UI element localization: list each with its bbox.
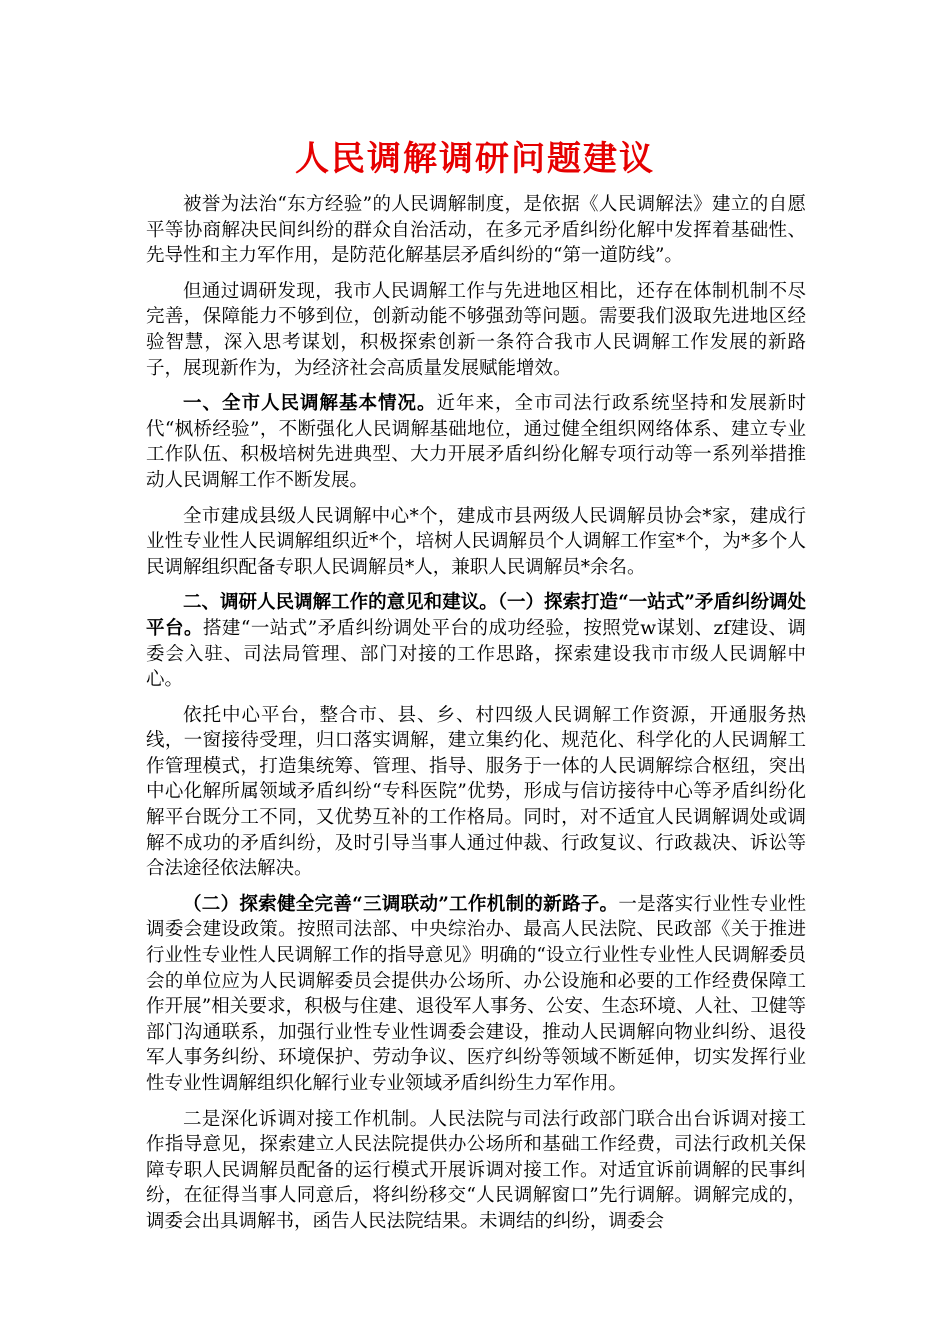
- paragraph: [146, 1107, 806, 1235]
- paragraph-text: 二是深化诉调对接工作机制。人民法院与司法行政部门联合出台诉调对接工作指导意见，探索建立人民法院提供办公场所和基础工作经费，司法行政机关保障专职人民调解员配备的运行模式开展诉调对接工作。对适宜诉前调解的民事纠纷，在征得当事人同意后，将纠纷移交“人民调解窗口”先行调解。调解完成的，调委会出具调解书，函告人民法院结果。未调结的纠纷，调委会: [146, 1108, 806, 1232]
- paragraph: [146, 703, 806, 882]
- paragraph: [146, 192, 806, 269]
- paragraph-text: 近年来，全市司法行政系统坚持和发展新时代“枫桥经验”，不断强化人民调解基础地位，通过健全组织网络体系、建立专业工作队伍、积极培树先进典型、大力开展矛盾纠纷化解专项行动等一系列举措推动人民调解工作不断发展。: [146, 393, 806, 491]
- paragraph: [146, 892, 806, 1097]
- paragraph-text: 全市建成县级人民调解中心*个，建成市县两级人民调解员协会*家，建成行业性专业性人民调解组织近*个，培树人民调解员个人调解工作室*个，为*多个人民调解组织配备专职人民调解员*人，兼职人民调解员*余名。: [146, 505, 806, 578]
- paragraph: [146, 590, 806, 692]
- paragraph-text: 但通过调研发现，我市人民调解工作与先进地区相比，还存在体制机制不尽完善，保障能力不够到位，创新动能不够强劲等问题。需要我们汲取先进地区经验智慧，深入思考谋划，积极探索创新一条符合我市人民调解工作发展的新路子，展现新作为，为经济社会高质量发展赋能增效。: [146, 280, 806, 379]
- section-heading: 二、调研人民调解工作的意见和建议。（一）探索打造“一站式”矛盾纠纷调处平台。: [146, 592, 806, 639]
- paragraph: [146, 504, 806, 581]
- paragraph-text: 被誉为法治“东方经验”的人民调解制度，是依据《人民调解法》建立的自愿平等协商解决民间纠纷的群众自治活动，在多元矛盾纠纷化解中发挥着基础性、先导性和主力军作用，是防范化解基层矛盾纠纷的“第一道防线”。: [146, 194, 806, 267]
- document-body: [146, 192, 806, 1245]
- paragraph: [146, 391, 806, 493]
- paragraph-text: 一是落实行业性专业性调委会建设政策。按照司法部、中央综治办、最高人民法院、民政部《关于推进行业性专业性人民调解工作的指导意见》明确的“设立行业性专业性人民调解委员会的单位应为人民调解委员会提供办公场所、办公设施和必要的工作经费保障工作开展”相关要求，积极与住建、退役军人事务、公安、生态环境、人社、卫健等部门沟通联系，加强行业性专业性调委会建设，推动人民调解向物业纠纷、退役军人事务纠纷、环境保护、劳动争议、医疗纠纷等领域不断延伸，切实发挥行业性专业性调解组织化解行业专业领域矛盾纠纷生力军作用。: [146, 893, 806, 1094]
- document-title: 人民调解调研问题建议: [295, 139, 655, 179]
- section-heading: 一、全市人民调解基本情况。: [183, 393, 437, 415]
- paragraph-text: 依托中心平台，整合市、县、乡、村四级人民调解工作资源，开通服务热线，一窗接待受理，归口落实调解，建立集约化、规范化、科学化的人民调解工作管理模式，打造集统筹、管理、指导、服务于一体的人民调解综合枢纽，突出中心化解所属领域矛盾纠纷“专科医院”优势，形成与信访接待中心等矛盾纠纷化解平台既分工不同，又优势互补的工作格局。同时，对不适宜人民调解调处或调解不成功的矛盾纠纷，及时引导当事人通过仲裁、行政复议、行政裁决、诉讼等合法途径依法解决。: [146, 704, 806, 880]
- paragraph: [146, 279, 806, 381]
- section-heading: （二）探索健全完善“三调联动”工作机制的新路子。: [183, 893, 619, 915]
- paragraph-text: 搭建“一站式”矛盾纠纷调处平台的成功经验，按照党w谋划、zf建设、调委会入驻、司法局管理、部门对接的工作思路，探索建设我市市级人民调解中心。: [146, 617, 806, 691]
